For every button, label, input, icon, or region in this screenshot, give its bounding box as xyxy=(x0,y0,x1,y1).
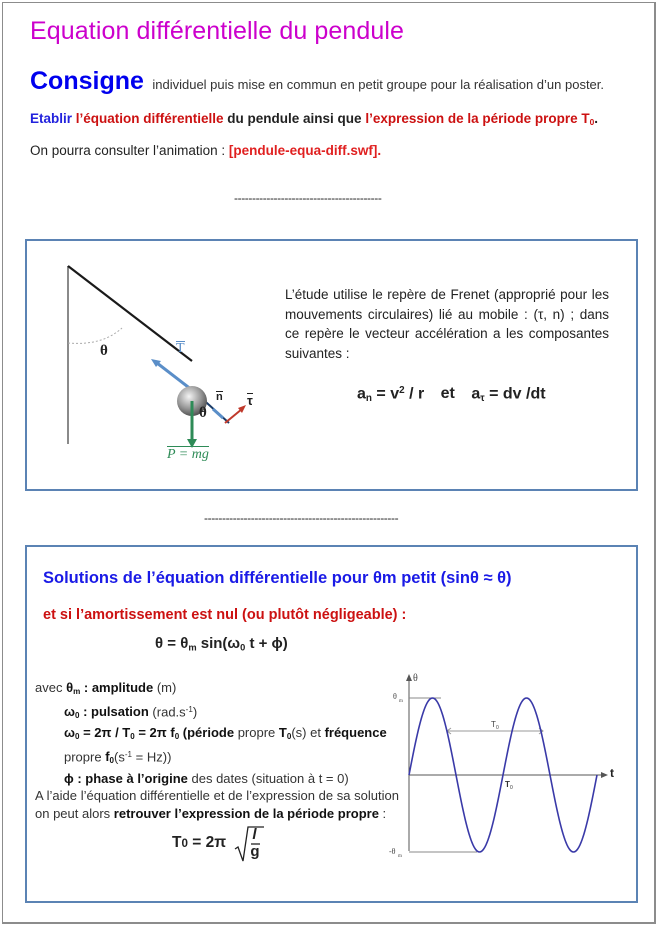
damping-condition: et si l’amortissement est nul (ou plutôt négligeable) : xyxy=(43,607,407,623)
sinusoid-graph xyxy=(389,669,637,865)
conclusion-text: A l’aide l’équation différentielle et de l’expression de sa solution on peut alors retrouver l’expression de la période propre : xyxy=(35,788,399,821)
x-axis-label: t xyxy=(610,766,614,780)
x-axis-arrowhead xyxy=(601,772,608,778)
consigne-text: individuel puis mise en commun en petit groupe pour la réalisation d’un poster. xyxy=(152,77,605,92)
consigne-row xyxy=(30,67,604,96)
definitions-block xyxy=(35,679,399,822)
period-sub: 0 xyxy=(496,725,499,731)
normal-vector xyxy=(213,409,223,418)
y-axis-label: θ xyxy=(413,673,418,684)
period-formula: T0 = 2π l g xyxy=(172,825,264,861)
separator-2: ------------------------------------------------------ xyxy=(204,511,399,525)
tension-label: T xyxy=(176,341,185,356)
separator-1: ----------------------------------------- xyxy=(234,191,382,205)
theta-angle-label: θ xyxy=(100,343,108,359)
y-max-label: θ xyxy=(393,692,397,701)
axis-period-label: T xyxy=(505,780,510,789)
tangent-vector xyxy=(225,409,242,423)
period-label: T xyxy=(491,720,496,729)
frenet-box xyxy=(25,239,638,491)
instruction-verb: Etablir xyxy=(30,111,73,126)
theta-weight-label: θ xyxy=(199,405,207,421)
pendulum-diagram xyxy=(37,251,287,483)
fraction-numerator: l xyxy=(252,826,257,843)
tangent-label: τ xyxy=(247,393,253,408)
def-phase: ϕ : phase à l’origine des dates (situation à t = 0) xyxy=(64,770,349,786)
y-max-sub: m xyxy=(399,699,403,704)
y-min-label: -θ xyxy=(389,847,396,856)
frenet-description: L’étude utilise le repère de Frenet (approprié pour les mouvements circulaires) lié au mobile : (τ, n) ; dans ce repère le vecteur accélération a les composantes suivantes : xyxy=(285,287,609,361)
document-page xyxy=(2,2,656,924)
def-frequency: propre $f_0(s^{-1} = Hz)$) xyxy=(64,749,172,766)
sqrt-fraction xyxy=(234,825,264,861)
page-title: Equation différentielle du pendule xyxy=(30,17,405,45)
acceleration-formula: $a_n = v^2 / r$ et $a_\tau$ = dv /dt xyxy=(357,385,546,404)
def-amplitude: avec $\theta_m$ : amplitude (m) xyxy=(35,680,177,696)
axis-period-sub: 0 xyxy=(510,785,513,791)
fraction-denominator: g xyxy=(250,843,260,860)
animation-prefix: On pourra consulter l’animation : xyxy=(30,143,229,158)
def-omega-relation: $\omega_0 = 2\pi / T_0 = 2\pi$ $f_0$ (période propre $T_0(s)$ et fréquence xyxy=(64,725,387,742)
animation-line xyxy=(30,143,381,158)
y-axis-arrowhead xyxy=(406,674,412,681)
normal-label: n xyxy=(216,391,223,403)
instruction-middle: du pendule ainsi que xyxy=(223,111,366,126)
consigne-label: Consigne xyxy=(30,67,144,95)
solution-title: Solutions de l’équation différentielle pour θm petit (sinθ ≈ θ) xyxy=(43,569,512,587)
instruction-period: l’expression de la période propre $T_0$ xyxy=(365,111,595,128)
pendulum-string xyxy=(68,266,192,361)
tension-vector xyxy=(157,363,192,390)
solution-equation: $\theta = \theta_m$ $\sin(\omega_0$ t + ϕ) xyxy=(155,635,288,653)
y-min-sub: m xyxy=(398,854,402,859)
angle-arc xyxy=(68,328,122,343)
weight-label: P = mg xyxy=(167,447,209,462)
animation-link[interactable]: [pendule-equa-diff.swf]. xyxy=(228,143,382,158)
instruction-end: . xyxy=(594,111,599,126)
solution-box xyxy=(25,545,638,903)
instruction-equation: l’équation différentielle xyxy=(72,111,224,126)
def-pulsation: $\omega_0$ : pulsation $(rad.s^{-1})$ xyxy=(64,703,198,720)
instruction-line xyxy=(30,111,598,127)
